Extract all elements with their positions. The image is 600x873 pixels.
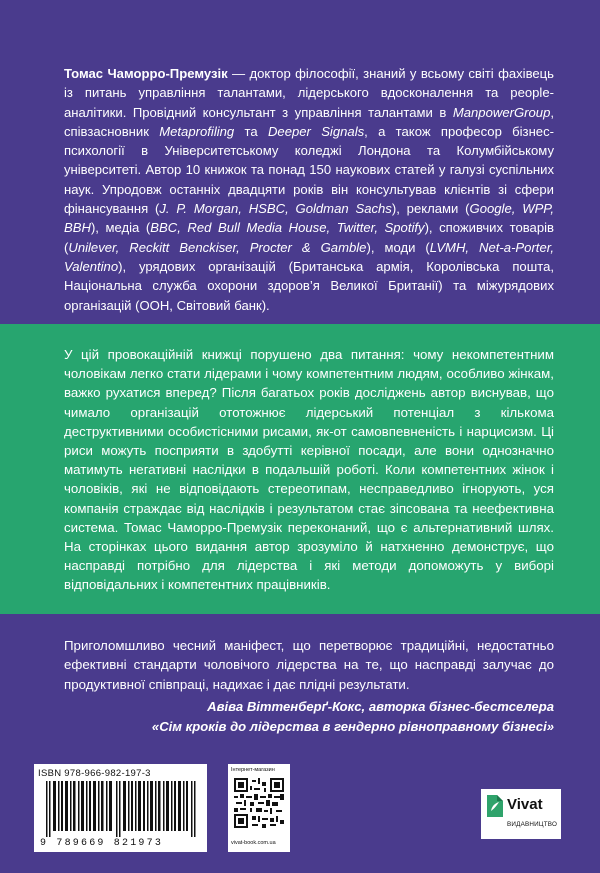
- qr-label: Інтернет-магазин: [231, 767, 275, 773]
- bio-italic: LVMH, Net-a-Porter, Valentino: [64, 239, 554, 274]
- bio-italic: Unilever, Reckitt Benckiser, Procter & Gamble: [68, 239, 367, 255]
- publisher-name: Vivat: [507, 796, 543, 813]
- bio-text: ), моди (: [366, 239, 430, 255]
- bio-italic: J. P. Morgan, HSBC, Goldman Sachs: [159, 201, 392, 217]
- publisher-logo: [481, 789, 561, 839]
- endorsement-author: Авіва Віттенберґ-Кокс, авторка бізнес-бестселера: [207, 699, 554, 714]
- endorsement-book: «Сім кроків до лідерства в гендерно рівноправному бізнесі»: [151, 718, 554, 734]
- qr-url: vivat-book.com.ua: [231, 840, 276, 846]
- qr-code-icon[interactable]: [234, 778, 284, 828]
- endorsement-quote: Приголомшливо чесний маніфест, що перетворює традиційні, недостатньо ефективні стандарти чоловічого лідерства на те, що насправді залучає до продуктивної співпраці, надихає і дає плідні результати.: [64, 638, 554, 692]
- publisher-sub: ВИДАВНИЦТВО: [507, 821, 558, 828]
- author-bio: [64, 64, 554, 315]
- barcode-bars: [46, 781, 198, 837]
- isbn-barcode: [34, 764, 207, 852]
- bio-text: та: [234, 123, 268, 139]
- author-name: Томас Чаморро-Премузік: [64, 66, 228, 81]
- bio-italic: ManpowerGroup: [452, 104, 551, 120]
- qr-block: [228, 764, 290, 852]
- bio-text: ), споживчих товарів (: [64, 220, 554, 255]
- bio-italic: Metaprofiling: [159, 123, 235, 139]
- bio-text: , співзасновник: [64, 104, 554, 139]
- barcode-digits: 9 789669 821973: [40, 838, 164, 849]
- bio-text: , а також професор бізнес-психології в Університетському коледжі Лондона та Колумбійському університеті. Автор 10 книжок та понад 150 наукових статей у галузі суспільних наук. Упродовж останніх двадцяти років він консультував клієнтів зі сфери фінансування (: [64, 123, 554, 217]
- bio-italic: Deeper Signals: [267, 123, 365, 139]
- bio-text: ), урядових організацій (Британська армія, Королівська пошта, Національна служба охорони здоров’я Великої Британії) та міжурядових організацій (ООН, Світовий банк).: [64, 258, 554, 313]
- bio-italic: Google, WPP, BBH: [64, 201, 554, 236]
- vivat-leaf-icon: [486, 794, 504, 818]
- bio-text: — доктор філософії, знаний у всьому світі фахівець із питань управління талантами, лідерського вдосконалення та people-аналітики. Провідний консультант з управління талантами в: [64, 66, 555, 120]
- bio-italic: BBC, Red Bull Media House, Twitter, Spotify: [150, 220, 425, 236]
- book-summary: У цій провокаційній книжці порушено два питання: чому некомпетентним чоловікам легко стати лідерами і чому компетентним людям, особливо жінкам, важко рухатися вперед? Після багатьох років досліджень автор виснував, що чимало організацій ототожнює лідерський потенціал з кількома деструктивними особистісними рисами, як-от самовпевненість і нарцисизм. Ці риси можуть посприяти в здобутті керівної посади, але вони однозначно матимуть негативні наслідки в подальшій роботі. Коли компетентних жінок і чоловіків, які не відповідають стереотипам, несправедливо ігнорують, уся компанія страждає від наслідків і результатом стає зіпсована та неефективна система. Томас Чаморро-Премузік переконаний, що є альтернативний шлях. На сторінках цього видання автор зрозуміло й натхненно демонструє, що насправді потрібно для лідерства і які методи допоможуть у виборі відповідальних і компетентних працівників.: [64, 347, 554, 593]
- isbn-label: ISBN 978-966-982-197-3: [38, 768, 151, 779]
- bio-text: ), медіа (: [90, 220, 151, 236]
- bio-text: ), реклами (: [391, 201, 470, 217]
- endorsement-attribution: [54, 697, 554, 736]
